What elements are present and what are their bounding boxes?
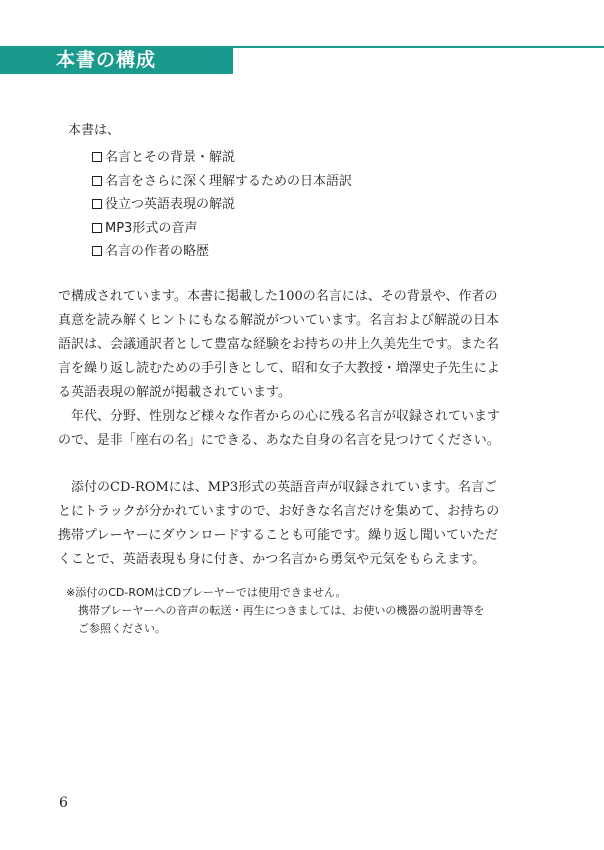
paragraph-line: 語訳は、会議通訳者として豊富な経験をお持ちの井上久美先生です。また名 <box>58 337 499 352</box>
paragraph-cdrom <box>58 476 538 572</box>
paragraph-structure <box>58 285 538 405</box>
checkbox-square-icon <box>92 223 102 233</box>
footnote-line: ※添付のCD-ROMはCDプレーヤーでは使用できません。 <box>66 586 347 599</box>
page-title: 本書の構成 <box>56 49 157 71</box>
contents-list <box>92 146 352 264</box>
paragraph-line: で構成されています。本書に掲載した100の名言には、その背景や、作者の <box>58 289 498 304</box>
paragraph-variety <box>58 405 538 453</box>
paragraph-line: 携帯プレーヤーにダウンロードすることも可能です。繰り返し聞いていただ <box>58 528 499 543</box>
list-item <box>92 193 352 217</box>
paragraph-line: ので、是非「座右の名」にできる、あなた自身の名言を見つけてください。 <box>58 433 500 448</box>
list-item-label: 名言をさらに深く理解するための日本語訳 <box>105 173 353 189</box>
list-item <box>92 217 352 241</box>
footnote-line: ご参照ください。 <box>78 622 166 635</box>
list-item <box>92 240 352 264</box>
paragraph-line: 添付のCD-ROMには、MP3形式の英語音声が収録されています。名言ご <box>58 480 498 495</box>
list-item <box>92 170 352 194</box>
list-item-label: 役立つ英語表現の解説 <box>105 197 236 212</box>
paragraph-line: くことで、英語表現も身に付き、かつ名言から勇気や元気をもらえます。 <box>58 552 486 567</box>
checkbox-square-icon <box>92 152 102 162</box>
footnote <box>66 584 484 638</box>
list-item-label: MP3形式の音声 <box>105 220 198 236</box>
list-item <box>92 146 352 170</box>
paragraph-line: 真意を読み解くヒントにもなる解説がついています。名言および解説の日本 <box>58 313 499 328</box>
list-item-label: 名言とその背景・解説 <box>105 150 236 165</box>
page-number: 6 <box>59 795 68 811</box>
paragraph-line: 言を繰り返し読むための手引きとして、昭和女子大教授・増澤史子先生によ <box>58 361 500 376</box>
list-item-label: 名言の作者の略歴 <box>105 244 210 259</box>
checkbox-square-icon <box>92 246 102 256</box>
checkbox-square-icon <box>92 176 102 186</box>
paragraph-line: 年代、分野、性別など様々な作者からの心に残る名言が収録されています <box>58 409 501 424</box>
intro-text: 本書は、 <box>68 123 121 138</box>
paragraph-line: る英語表現の解説が掲載されています。 <box>58 385 291 400</box>
paragraph-line: とにトラックが分かれていますので、お好きな名言だけを集めて、お持ちの <box>58 504 500 519</box>
checkbox-square-icon <box>92 199 102 209</box>
footnote-line: 携帯プレーヤーへの音声の転送・再生につきましては、お使いの機器の説明書等を <box>78 604 485 617</box>
